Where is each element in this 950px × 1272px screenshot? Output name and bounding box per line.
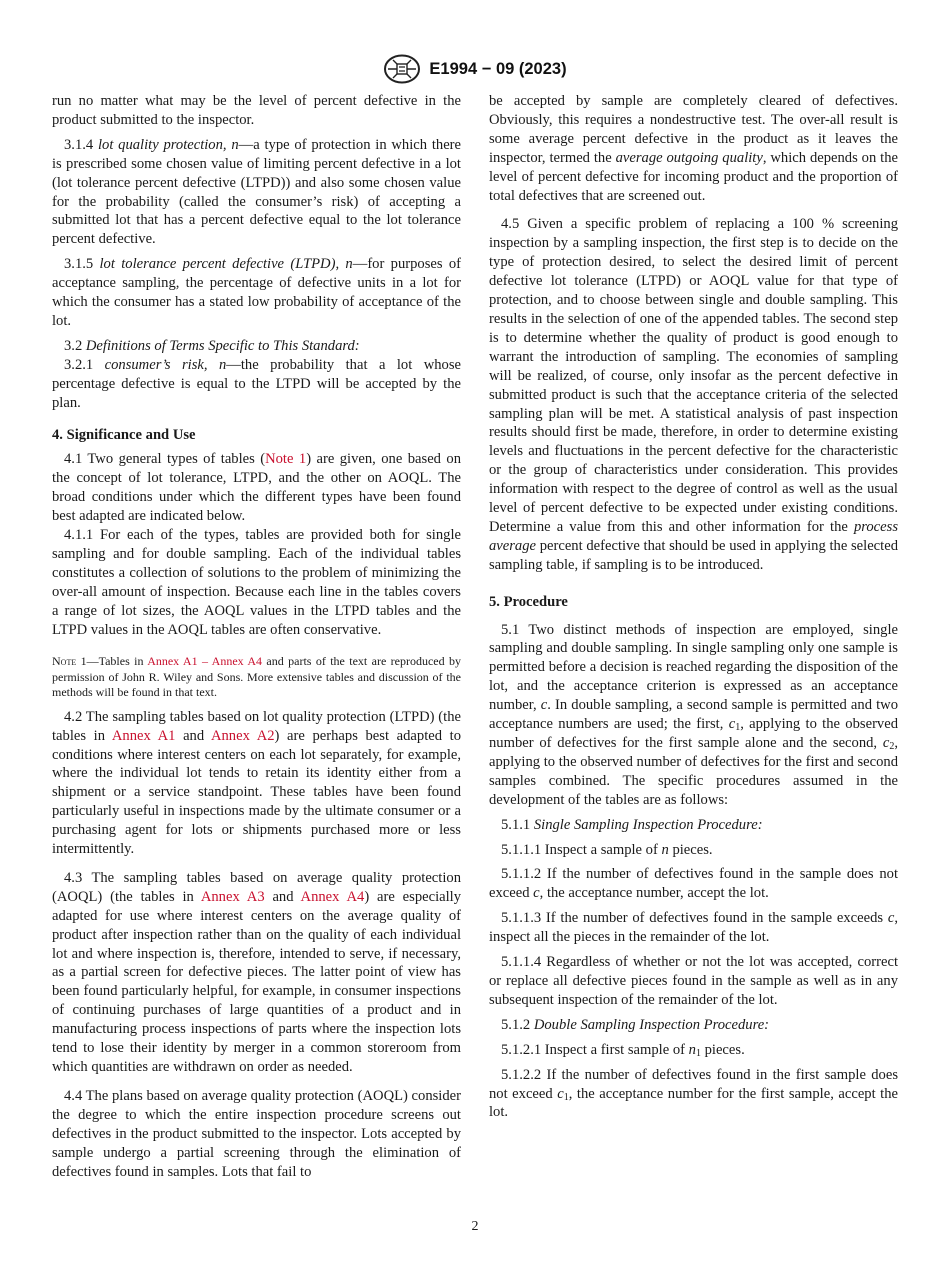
paragraph-5-1-2-1 bbox=[489, 1041, 898, 1060]
paragraph-text: , applying to the observed number of defectives for the first and second samples combined. The specific procedures assumed in the development of the tables are as follows: bbox=[489, 735, 898, 808]
paragraph-text: , which depends on the level of percent defective for incoming product and the proportion of total defectives that are screened out. bbox=[489, 149, 898, 204]
paragraph-5-1-2-2 bbox=[489, 1066, 898, 1123]
paragraph-text: ) are especially adapted for use where interest centers on the average quality of product after inspection rather than on the quality of each individual lot and where inspection is, therefore, intended to serve, if necessary, as a partial screen for defective pieces. The latter point of view has been found particularly helpful, for example, in consumer inspections of continuing purchases of large quantities of a product and in manufacturing process inspections of parts where the inspection lots tend to lose their identity by merger in a common storeroom from which quantities are withdrawn on order as needed. bbox=[52, 888, 462, 1075]
emphasis-term: process average bbox=[489, 518, 898, 554]
paragraph-5-1-1-3 bbox=[489, 909, 898, 947]
annex-a3-link[interactable]: Annex A3 bbox=[200, 888, 265, 905]
page-header bbox=[0, 54, 950, 84]
variable: n bbox=[661, 841, 669, 858]
paragraph-text: and bbox=[264, 888, 301, 905]
variable: c bbox=[887, 910, 895, 927]
subsection-title: Single Sampling Inspection Procedure: bbox=[533, 816, 763, 833]
right-column bbox=[489, 92, 898, 1122]
section-number: 5.1.2 bbox=[501, 1016, 534, 1033]
note-text: and parts of the text are reproduced by permission of John R. Wiley and Sons. More extensive tables and discussion of the methods will be found in that text. bbox=[52, 654, 462, 700]
section-number: 5.1.1 bbox=[501, 816, 534, 833]
paragraph-text: pieces. bbox=[700, 1041, 745, 1058]
subscript: 1 bbox=[563, 1091, 569, 1103]
subscript: 2 bbox=[889, 741, 895, 752]
subscript: 1 bbox=[735, 722, 741, 734]
paragraph-text: ) are perhaps best adapted to conditions where interest centers on each lot separately, for example, where the individual lot tends to retain its identity either from a shipment or a service standpoint. These tables have been found particularly useful in inspections made by the ultimate consumer or a purchasing agent for lots or shipments purchased more or less intermittently. bbox=[52, 727, 462, 858]
paragraph-text: pieces. bbox=[668, 841, 713, 858]
term: lot quality protection, n bbox=[97, 136, 239, 153]
page-number: 2 bbox=[471, 1219, 479, 1234]
section-heading-5: 5. Procedure bbox=[489, 593, 568, 610]
paragraph-5-1 bbox=[489, 621, 898, 810]
paragraph-text: 4.2 The sampling tables based on lot quality protection (LTPD) (the tables in bbox=[52, 708, 461, 744]
section-number: 3.2.1 bbox=[64, 356, 105, 373]
section-number: 3.1.4 bbox=[64, 136, 98, 153]
note-1 bbox=[52, 654, 461, 700]
paragraph-3-1-4 bbox=[52, 136, 461, 249]
paragraph-5-1-1-2 bbox=[489, 865, 898, 903]
paragraph-4-4: 4.4 The plans based on average quality protection (AOQL) consider the degree to which the entire inspection procedure screens out defectives in the product submitted to the inspector. Lots accepted by sample undergo a partial screening through the elimination of defectives found in samples. Lots that fail to bbox=[52, 1087, 461, 1180]
paragraph-text: 5.1.2.1 Inspect a first sample of bbox=[501, 1041, 689, 1058]
term: lot tolerance percent defective (LTPD), n bbox=[99, 256, 353, 273]
paragraph-text: and bbox=[175, 727, 211, 744]
annex-a1-link[interactable]: Annex A1 bbox=[111, 727, 176, 744]
paragraph-text: 4.5 Given a specific problem of replacing a 100 % screening inspection by a sampling inspection, the first step is to decide on the type of protection desired, to select the desired limit of percent defective lot tolerance (LTPD) or AOQL value for that type of protection, and to choose between single and double sampling. This results in the selection of one of the appended tables. The second step is to determine whether the quality of product is good enough to warrant the introduction of sampling. The economies of sampling will be realized, of course, only insofar as the percent defective in submitted product is such that the acceptance criteria of the selected sampling plan will be met. A statistical analysis of past inspection results should first be made, therefore, in order to determine existing levels and fluctuations in the percent defective for the characteristic or the group of characteristics under consideration. This provides information with respect to the degree of control as well as the usual level of percent defective to be expected under existing conditions. Determine a value from this and other information for the bbox=[489, 216, 898, 535]
section-number: 3.1.5 bbox=[64, 256, 100, 273]
paragraph-3-2 bbox=[52, 337, 461, 356]
variable: c bbox=[728, 716, 736, 733]
paragraph-5-1-1-1 bbox=[489, 841, 898, 860]
annex-a2-link[interactable]: Annex A2 bbox=[210, 727, 275, 744]
paragraph-5-1-1-4: 5.1.1.4 Regardless of whether or not the lot was accepted, correct or replace all defective pieces found in the sample as well as in any subsequent inspection of the remainder of the lot. bbox=[489, 954, 898, 1008]
paragraph-text: , the acceptance number for the first sample, accept the lot. bbox=[489, 1085, 899, 1121]
variable: c bbox=[557, 1085, 564, 1102]
left-column bbox=[52, 92, 461, 1181]
variable: c bbox=[533, 885, 540, 902]
paragraph-5-1-1 bbox=[489, 816, 898, 835]
variable: n bbox=[688, 1041, 696, 1058]
note-label: Note bbox=[52, 654, 77, 669]
paragraph-4-5 bbox=[489, 215, 898, 574]
paragraph-4-1-1: 4.1.1 For each of the types, tables are provided both for single sampling and for double sampling. Each of the individual tables constitutes a collection of solutions to the problem of minimizing the over-all amount of inspection. Because each line in the tables covers a range of lot sizes, the AOQL values in the LTPD tables and the LTPD values in the AOQL tables are often conservative. bbox=[52, 527, 461, 638]
standard-designation: E1994 − 09 (2023) bbox=[429, 59, 567, 78]
paragraph-text: percent defective that should be used in applying the selected sampling table, if sampling is to be introduced. bbox=[489, 537, 898, 573]
subsection-title: Definitions of Terms Specific to This Standard: bbox=[85, 337, 360, 354]
subsection-title: Double Sampling Inspection Procedure: bbox=[533, 1016, 770, 1033]
paragraph-4-1 bbox=[52, 450, 461, 526]
paragraph-text: . In double sampling, a second sample is permitted and two acceptance numbers are used; the first, bbox=[489, 697, 899, 733]
paragraph-continuation: run no matter what may be the level of percent defective in the product submitted to the inspector. bbox=[52, 93, 461, 128]
paragraph-5-1-2 bbox=[489, 1016, 898, 1035]
paragraph-text: ) are given, one based on the concept of lot tolerance, LTPD, and the other on AOQL. The broad conditions under which the different types have been found best adapted are indicated below. bbox=[52, 451, 461, 525]
paragraph-text: 5.1.1.1 Inspect a sample of bbox=[501, 841, 662, 858]
paragraph-text: 4.3 The sampling tables based on average quality protection (AOQL) (the tables in bbox=[52, 869, 461, 905]
paragraph-text: 4.1 Two general types of tables ( bbox=[64, 451, 266, 468]
paragraph-4-2 bbox=[52, 708, 461, 859]
note-text: 1—Tables in bbox=[76, 654, 148, 669]
emphasis-term: average outgoing quality bbox=[615, 149, 763, 166]
paragraph-text: 5.1.1.2 If the number of defectives found in the sample does not exceed bbox=[489, 866, 898, 902]
section-heading-4: 4. Significance and Use bbox=[52, 426, 196, 443]
paragraph-text: 5.1 Two distinct methods of inspection are employed, single sampling and double sampling. In single sampling only one sample is permitted before a decision is reached regarding the disposition of the lot, and the acceptance criterion is expressed as an acceptance number, bbox=[489, 621, 898, 714]
paragraph-text: , the acceptance number, accept the lot. bbox=[539, 885, 769, 902]
paragraph-text: 5.1.1.3 If the number of defectives found in the sample exceeds bbox=[501, 910, 888, 927]
variable: c bbox=[540, 697, 548, 714]
variable: c bbox=[882, 735, 890, 751]
paragraph-3-2-1 bbox=[52, 356, 461, 413]
paragraph-text: , applying to the observed number of defectives for the first sample alone and the second, bbox=[489, 716, 898, 751]
definition-text: —a type of protection in which there is prescribed some chosen value of limiting percent defective in a lot (lot tolerance percent defective (LTPD)) and also some chosen value for the probability (called the consumer’s risk) of accepting a submitted lot that has a percent defective equal to the lot tolerance percent defective. bbox=[52, 136, 462, 248]
paragraph-text: be accepted by sample are completely cleared of defectives. Obviously, this requires a nondestructive test. The over-all result is some average percent defective in the product as it leaves the inspector, termed the bbox=[489, 93, 898, 166]
note-1-link[interactable]: Note 1 bbox=[265, 451, 307, 468]
section-number: 3.2 bbox=[64, 337, 86, 354]
term: consumer’s risk, n bbox=[104, 356, 227, 373]
definition-text: —the probability that a lot whose percentage defective is equal to the LTPD will be accepted by the plan. bbox=[52, 356, 461, 411]
annex-range-link[interactable]: Annex A1 – Annex A4 bbox=[147, 654, 263, 669]
paragraph-continuation bbox=[489, 92, 898, 205]
definition-text: —for purposes of acceptance sampling, the percentage of defective units in a lot for which the consumer has a stated low probability of acceptance of the lot. bbox=[52, 256, 461, 329]
paragraph-text: 5.1.2.2 If the number of defectives found in the first sample does not exceed bbox=[489, 1066, 898, 1102]
astm-logo-icon bbox=[383, 54, 421, 84]
annex-a4-link[interactable]: Annex A4 bbox=[300, 888, 365, 905]
paragraph-4-3 bbox=[52, 869, 461, 1077]
paragraph-3-1-5 bbox=[52, 255, 461, 331]
subscript: 1 bbox=[695, 1047, 701, 1059]
paragraph-text: , inspect all the pieces in the remainder of the lot. bbox=[489, 910, 898, 946]
